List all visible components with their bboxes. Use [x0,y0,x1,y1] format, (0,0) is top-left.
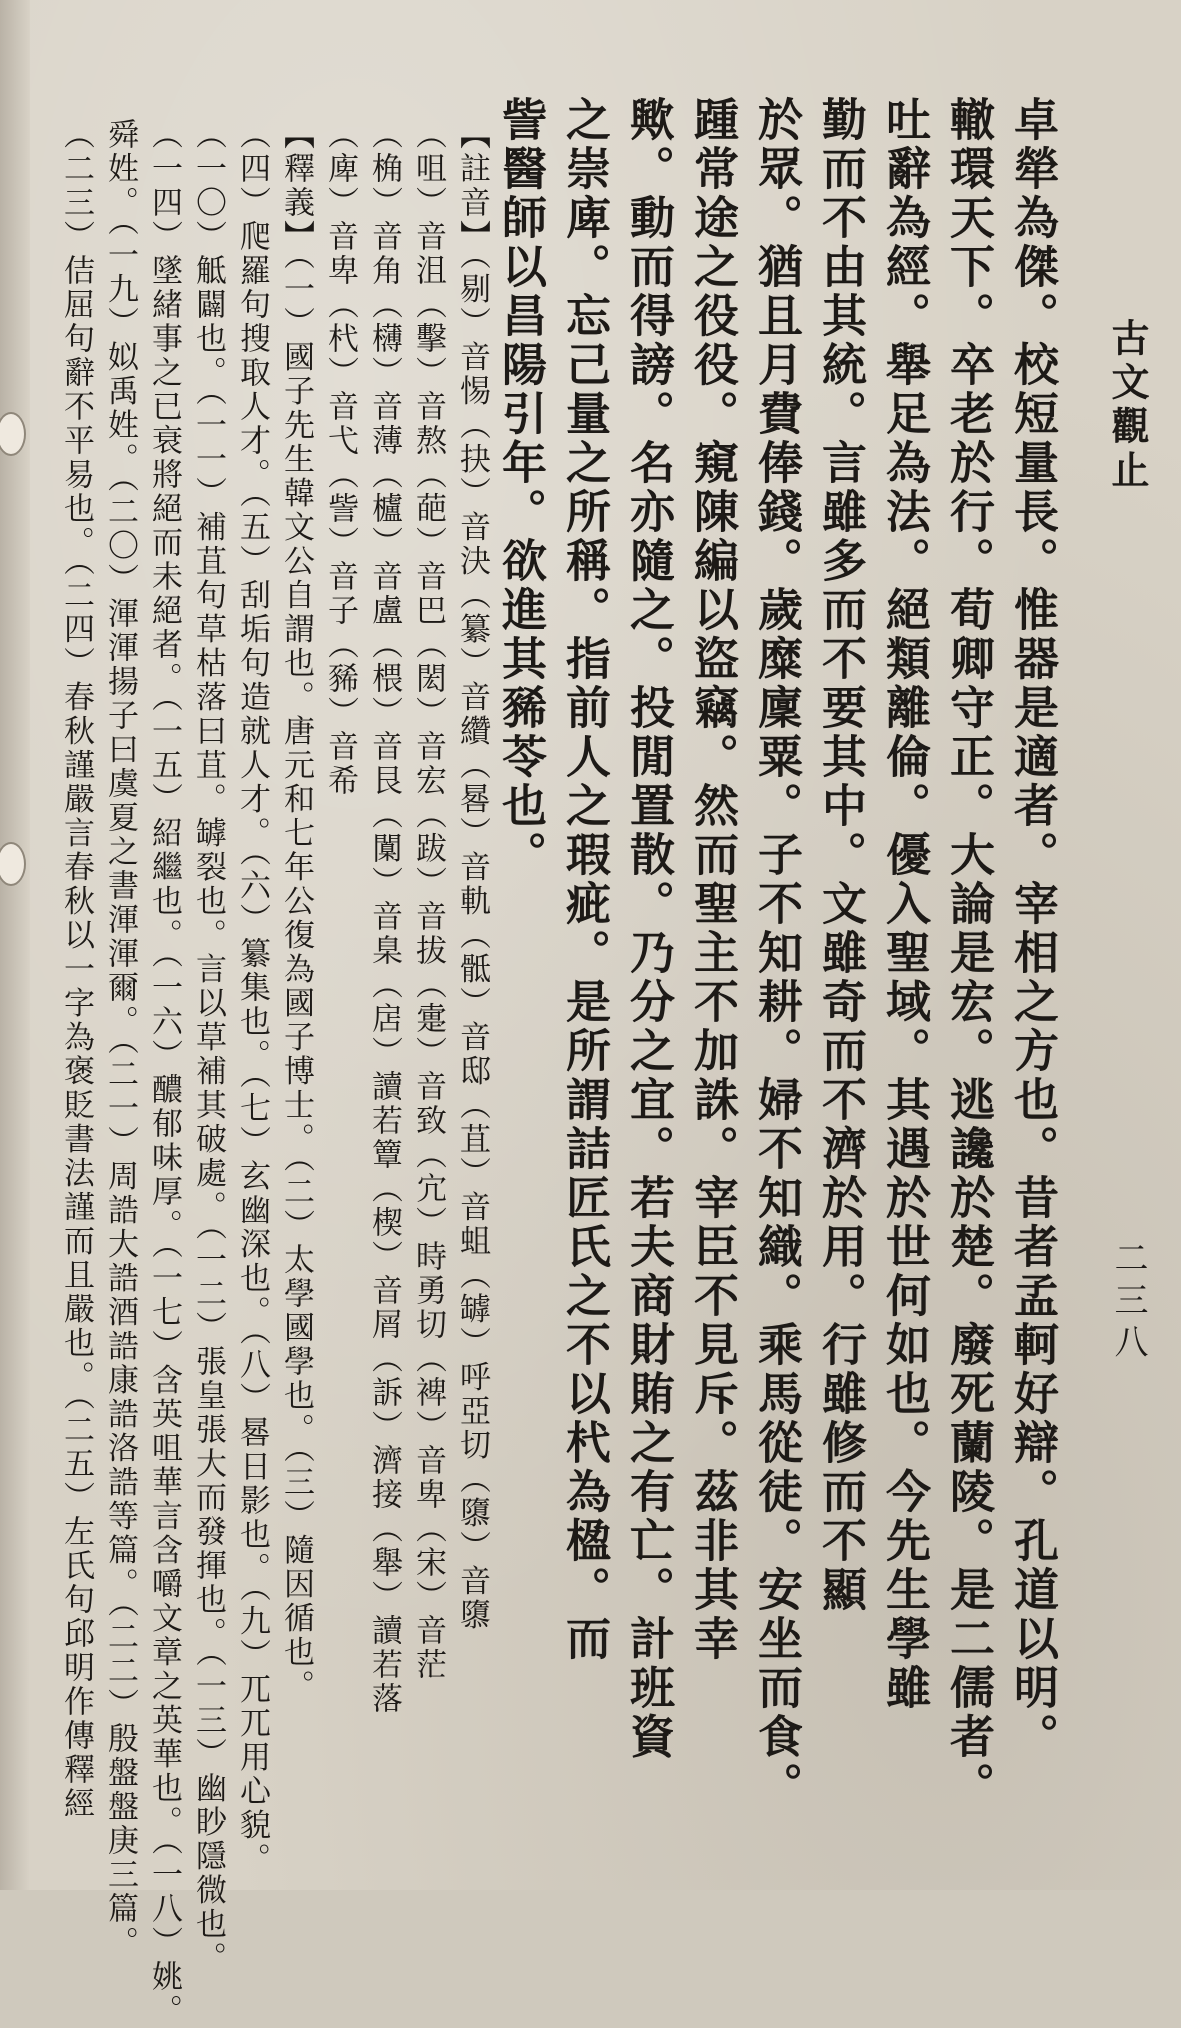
main-text-line: 轍環天下。卒老於行。荀卿守正。大論是宏。逃讒於楚。廢死蘭陵。是二儒者。 [942,96,995,1811]
annotation-line: 【釋義】（一）國子先生韓文公自謂也。唐元和七年公復為國子博士。（二）太學國學也。（三）隨因循也。 [278,118,314,1704]
main-text-line: 勤而不由其統。言雖多而不要其中。文雖奇而不濟於用。行雖修而不顯 [814,96,867,1615]
annotation-line: 【註音】（剔）音惕（抉）音決（纂）音纘（晷）音軌（骶）音邸（苴）音蛆（罅）呼亞切（隳）音隳 [454,118,490,1633]
annotation-line: （四）爬羅句搜取人才。（五）刮垢句造就人才。（六）纂集也。（七）玄幽深也。（八）晷日影也。（九）兀兀用心貌。 [234,118,270,1877]
main-text-line: 吐辭為經。舉足為法。絕類離倫。優入聖域。其遇於世何如也。今先生學雖 [878,96,931,1713]
main-text-line: 踵常途之役役。窺陳編以盜竊。然而聖主不加誅。宰臣不見斥。茲非其幸 [686,96,739,1664]
binding-edge [0,0,30,1890]
main-text-line: 歟。動而得謗。名亦隨之。投閒置散。乃分之宜。若夫商財賄之有亡。計班資 [622,96,675,1762]
annotation-line: （咀）音沮（擊）音熬（葩）音巴（閎）音宏（跋）音拔（疐）音致（宂）時勇切（裨）音卑（宋）音茫 [410,118,446,1682]
annotation-line: （桷）音角（欂）音薄（櫨）音盧（椳）音艮（闑）音臬（扂）讀若簟（楔）音屑（訴）濟接（舉）讀若落 [366,118,402,1716]
annotation-line: （二三）佶屈句辭不平易也。（二四）春秋謹嚴言春秋以一字為褒貶書法謹而且嚴也。（二五）左氏句邱明作傳釋經 [58,118,94,1821]
main-text-line: 於眾。猶且月費俸錢。歲糜廩粟。子不知耕。婦不知織。乘馬從徒。安坐而食。 [750,96,803,1811]
main-text-line: 訾醫師以昌陽引年。欲進其豨苓也。 [494,96,547,880]
running-title: 古文觀止 [1105,318,1150,494]
main-text-line: 卓犖為傑。校短量長。惟器是適者。宰相之方也。昔者孟軻好辯。孔道以明。 [1006,96,1059,1762]
binding-hole [0,412,26,456]
page-number: 二三八 [1108,1240,1148,1366]
annotation-line: （一〇）觝闢也。（一一）補苴句草枯落曰苴。罅裂也。言以草補其破處。（一二）張皇張大而發揮也。（一三）幽眇隱微也。 [190,118,226,1976]
main-text-line: 之崇庳。忘己量之所稱。指前人之瑕疵。是所謂詰匠氏之不以杙為楹。而 [558,96,611,1664]
binding-hole [0,842,26,886]
annotation-line: 舜姓。（一九）姒禹姓。（二〇）渾渾揚子曰虞夏之書渾渾爾。（二一）周誥大誥酒誥康誥洛誥等篇。（二二）殷盤盤庚三篇。 [102,118,138,1960]
annotation-line: （一四）墜緒事之已衰將絕而未絕者。（一五）紹繼也。（一六）醲郁味厚。（一七）含英咀華言含嚼文章之英華也。（一八）姚。 [146,118,182,2028]
annotation-line: （庳）音卑（杙）音弋（訾）音子（豨）音希 [322,118,358,798]
